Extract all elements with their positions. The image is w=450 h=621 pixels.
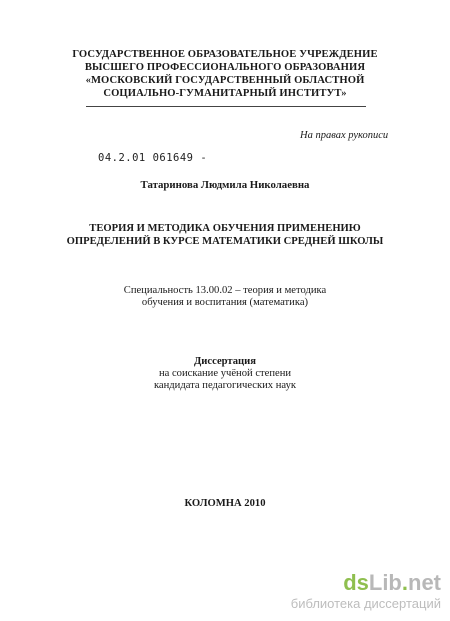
author-name: Татаринова Людмила Николаевна xyxy=(140,179,310,191)
institution-line: «МОСКОВСКИЙ ГОСУДАРСТВЕННЫЙ ОБЛАСТНОЙ xyxy=(85,75,365,86)
work-type-heading: Диссертация xyxy=(194,356,256,367)
dissertation-title xyxy=(40,222,410,248)
watermark-net: net xyxy=(408,570,441,595)
city-year: КОЛОМНА 2010 xyxy=(184,498,266,509)
degree-line: на соискание учёной степени xyxy=(158,368,292,379)
watermark-ds: ds xyxy=(343,570,369,595)
watermark-lib: Lib xyxy=(368,570,402,595)
specialty-block xyxy=(40,285,410,309)
watermark-subtitle: библиотека диссертаций xyxy=(290,596,441,611)
watermark-wordmark xyxy=(285,572,445,594)
institution-header xyxy=(60,48,390,100)
institution-line: ВЫСШЕГО ПРОФЕССИОНАЛЬНОГО ОБРАЗОВАНИЯ xyxy=(84,62,366,73)
rights-note: На правах рукописи xyxy=(300,130,389,141)
header-divider xyxy=(86,106,366,107)
inventory-stamp: 04.2.01 061649 - xyxy=(98,152,208,164)
specialty-line: Специальность 13.00.02 – теория и методика xyxy=(123,285,327,296)
title-line: ОПРЕДЕЛЕНИЙ В КУРСЕ МАТЕМАТИКИ СРЕДНЕЙ ШКОЛЫ xyxy=(66,236,384,247)
degree-line: кандидата педагогических наук xyxy=(153,380,297,391)
institution-line: СОЦИАЛЬНО-ГУМАНИТАРНЫЙ ИНСТИТУТ» xyxy=(103,88,347,99)
watermark-logo xyxy=(285,572,445,616)
specialty-line: обучения и воспитания (математика) xyxy=(141,297,309,308)
title-line: ТЕОРИЯ И МЕТОДИКА ОБУЧЕНИЯ ПРИМЕНЕНИЮ xyxy=(89,223,361,234)
institution-line: ГОСУДАРСТВЕННОЕ ОБРАЗОВАТЕЛЬНОЕ УЧРЕЖДЕНИЕ xyxy=(72,49,378,60)
work-type-block xyxy=(40,356,410,392)
watermark-dot: . xyxy=(401,570,408,595)
